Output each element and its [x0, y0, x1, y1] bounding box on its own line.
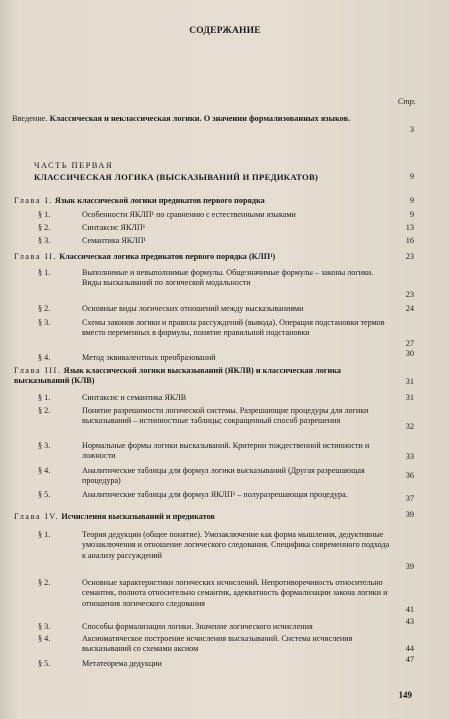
- chapter-4-title: Исчисления высказываний и предикатов: [61, 512, 215, 521]
- section-number: § 1.: [38, 393, 51, 402]
- section-title: Метатеорема дедукции: [82, 659, 162, 668]
- section-number: § 3.: [38, 441, 51, 450]
- page-heading: СОДЕРЖАНИЕ: [189, 26, 261, 36]
- section-number: § 2.: [38, 223, 51, 232]
- intro-title: Классическая и неклассическая логики. О значении формализованных языков.: [49, 114, 351, 123]
- chapter-1-title: Язык классической логики предикатов первого порядка: [54, 196, 265, 205]
- section-number: § 2.: [38, 304, 51, 313]
- section-number: § 1.: [38, 210, 51, 219]
- section-page: 13: [405, 223, 414, 232]
- section-page: 44: [405, 644, 414, 653]
- section-title: Нормальные формы логики высказываний. Критерии тождественной истинности и ложности: [82, 441, 370, 461]
- section-page: 39: [405, 562, 414, 571]
- section-title: Способы формализации логики. Значение логического исчисления: [82, 622, 313, 631]
- section-number: § 3.: [38, 318, 51, 327]
- section-page: 9: [409, 210, 414, 219]
- section-title: Особенности ЯКЛП¹ по сравнению с естественными языками: [82, 210, 296, 219]
- chapter-1: [14, 196, 386, 206]
- section-title: Синтаксис ЯКЛП¹: [82, 223, 146, 232]
- chapter-2-label: Глава II.: [14, 252, 58, 261]
- section-title: Основные характеристики логических исчислений. Непротиворечивость относительно семантик, полнота относительно семантик, адекватность формализации закона логики и отношения логического следования: [82, 578, 388, 608]
- section-number: § 3.: [38, 622, 51, 631]
- section-title: Основные виды логических отношений между высказываниями: [82, 304, 304, 313]
- section-page: 31: [405, 393, 414, 402]
- chapter-3: [14, 366, 386, 387]
- chapter-1-page: 9: [409, 196, 414, 205]
- section-number: § 4.: [38, 466, 51, 475]
- chapter-3-label: Глава III.: [14, 366, 62, 375]
- chapter-4-label: Глава IV.: [14, 512, 60, 521]
- section-title: Синтаксис и семантика ЯКЛВ: [82, 393, 187, 402]
- chapter-1-label: Глава I.: [14, 196, 53, 205]
- section-page: 16: [405, 236, 414, 245]
- intro-entry: [12, 114, 404, 125]
- chapter-3-title: Язык классической логики высказываний (ЯКЛВ) и классическая логика высказываний (КЛВ): [14, 366, 341, 386]
- chapter-2-page: 23: [405, 252, 414, 261]
- section-page: 30: [405, 349, 414, 358]
- section-page: 36: [405, 471, 414, 480]
- section-page: 27: [405, 339, 414, 348]
- section-number: § 3.: [38, 236, 51, 245]
- section-page: 23: [405, 290, 414, 299]
- section-title: Аналитические таблицы для формул ЯКЛП¹ – полуразрешающая процедура.: [82, 490, 348, 499]
- page-column-label: Стр.: [397, 96, 416, 106]
- section-number: § 1.: [38, 530, 51, 539]
- section-page: 43: [405, 617, 414, 626]
- section-page: 33: [405, 452, 414, 461]
- section-title: Схемы законов логики и правила рассуждений (вывода). Операция подстановки термов вместо переменных в формулы, понятие правильной подстановки: [82, 318, 385, 338]
- section-title: Выполнимые и невыполнимые формулы. Общезначимые формулы – законы логики. Виды высказываний по логической модальности: [82, 268, 374, 288]
- chapter-4: [14, 512, 386, 522]
- section-number: § 2.: [38, 406, 51, 415]
- part-page: 9: [409, 172, 414, 181]
- chapter-2-title: Классическая логика предикатов первого порядка (КЛП¹): [59, 252, 276, 261]
- section-title: Понятие разрешимости логической системы. Разрешающие процедуры для логики высказываний – истинностные таблицы; сокращенный способ разрешения: [82, 406, 369, 426]
- intro-label: Введение.: [12, 114, 48, 123]
- section-number: § 5.: [38, 659, 51, 668]
- section-number: § 4.: [38, 353, 51, 362]
- intro-page: 3: [409, 125, 414, 134]
- section-title: Теория дедукции (общее понятие). Умозаключение как форма мышления, дедуктивные умозаключения и отношение логического следования. Специфика современного подхода к анализу рассуждений: [82, 530, 390, 560]
- part-title: КЛАССИЧЕСКАЯ ЛОГИКА (ВЫСКАЗЫВАНИЙ И ПРЕДИКАТОВ): [34, 172, 319, 182]
- chapter-3-page: 31: [405, 377, 414, 386]
- section-page: 41: [405, 605, 414, 614]
- section-page: 32: [405, 422, 414, 431]
- section-page: 47: [405, 655, 414, 664]
- section-title: Аксиоматическое построение исчисления высказываний. Система исчисления высказываний со схемами аксиом: [82, 634, 353, 654]
- section-title: Метод эквивалентных преобразований: [82, 353, 216, 362]
- section-number: § 1.: [38, 268, 51, 277]
- section-title: Семантика ЯКЛП¹: [82, 236, 146, 245]
- section-number: § 5.: [38, 490, 51, 499]
- section-title: Аналитические таблицы для формул логики высказываний (Другая разрешающая процедура): [82, 466, 365, 486]
- chapter-4-page: 39: [405, 510, 414, 519]
- section-page: 37: [405, 494, 414, 503]
- chapter-2: [14, 252, 386, 262]
- part-label: ЧАСТЬ ПЕРВАЯ: [34, 160, 113, 170]
- page-number: 149: [398, 690, 412, 700]
- section-page: 24: [405, 304, 414, 313]
- section-number: § 4.: [38, 634, 51, 643]
- section-number: § 2.: [38, 578, 51, 587]
